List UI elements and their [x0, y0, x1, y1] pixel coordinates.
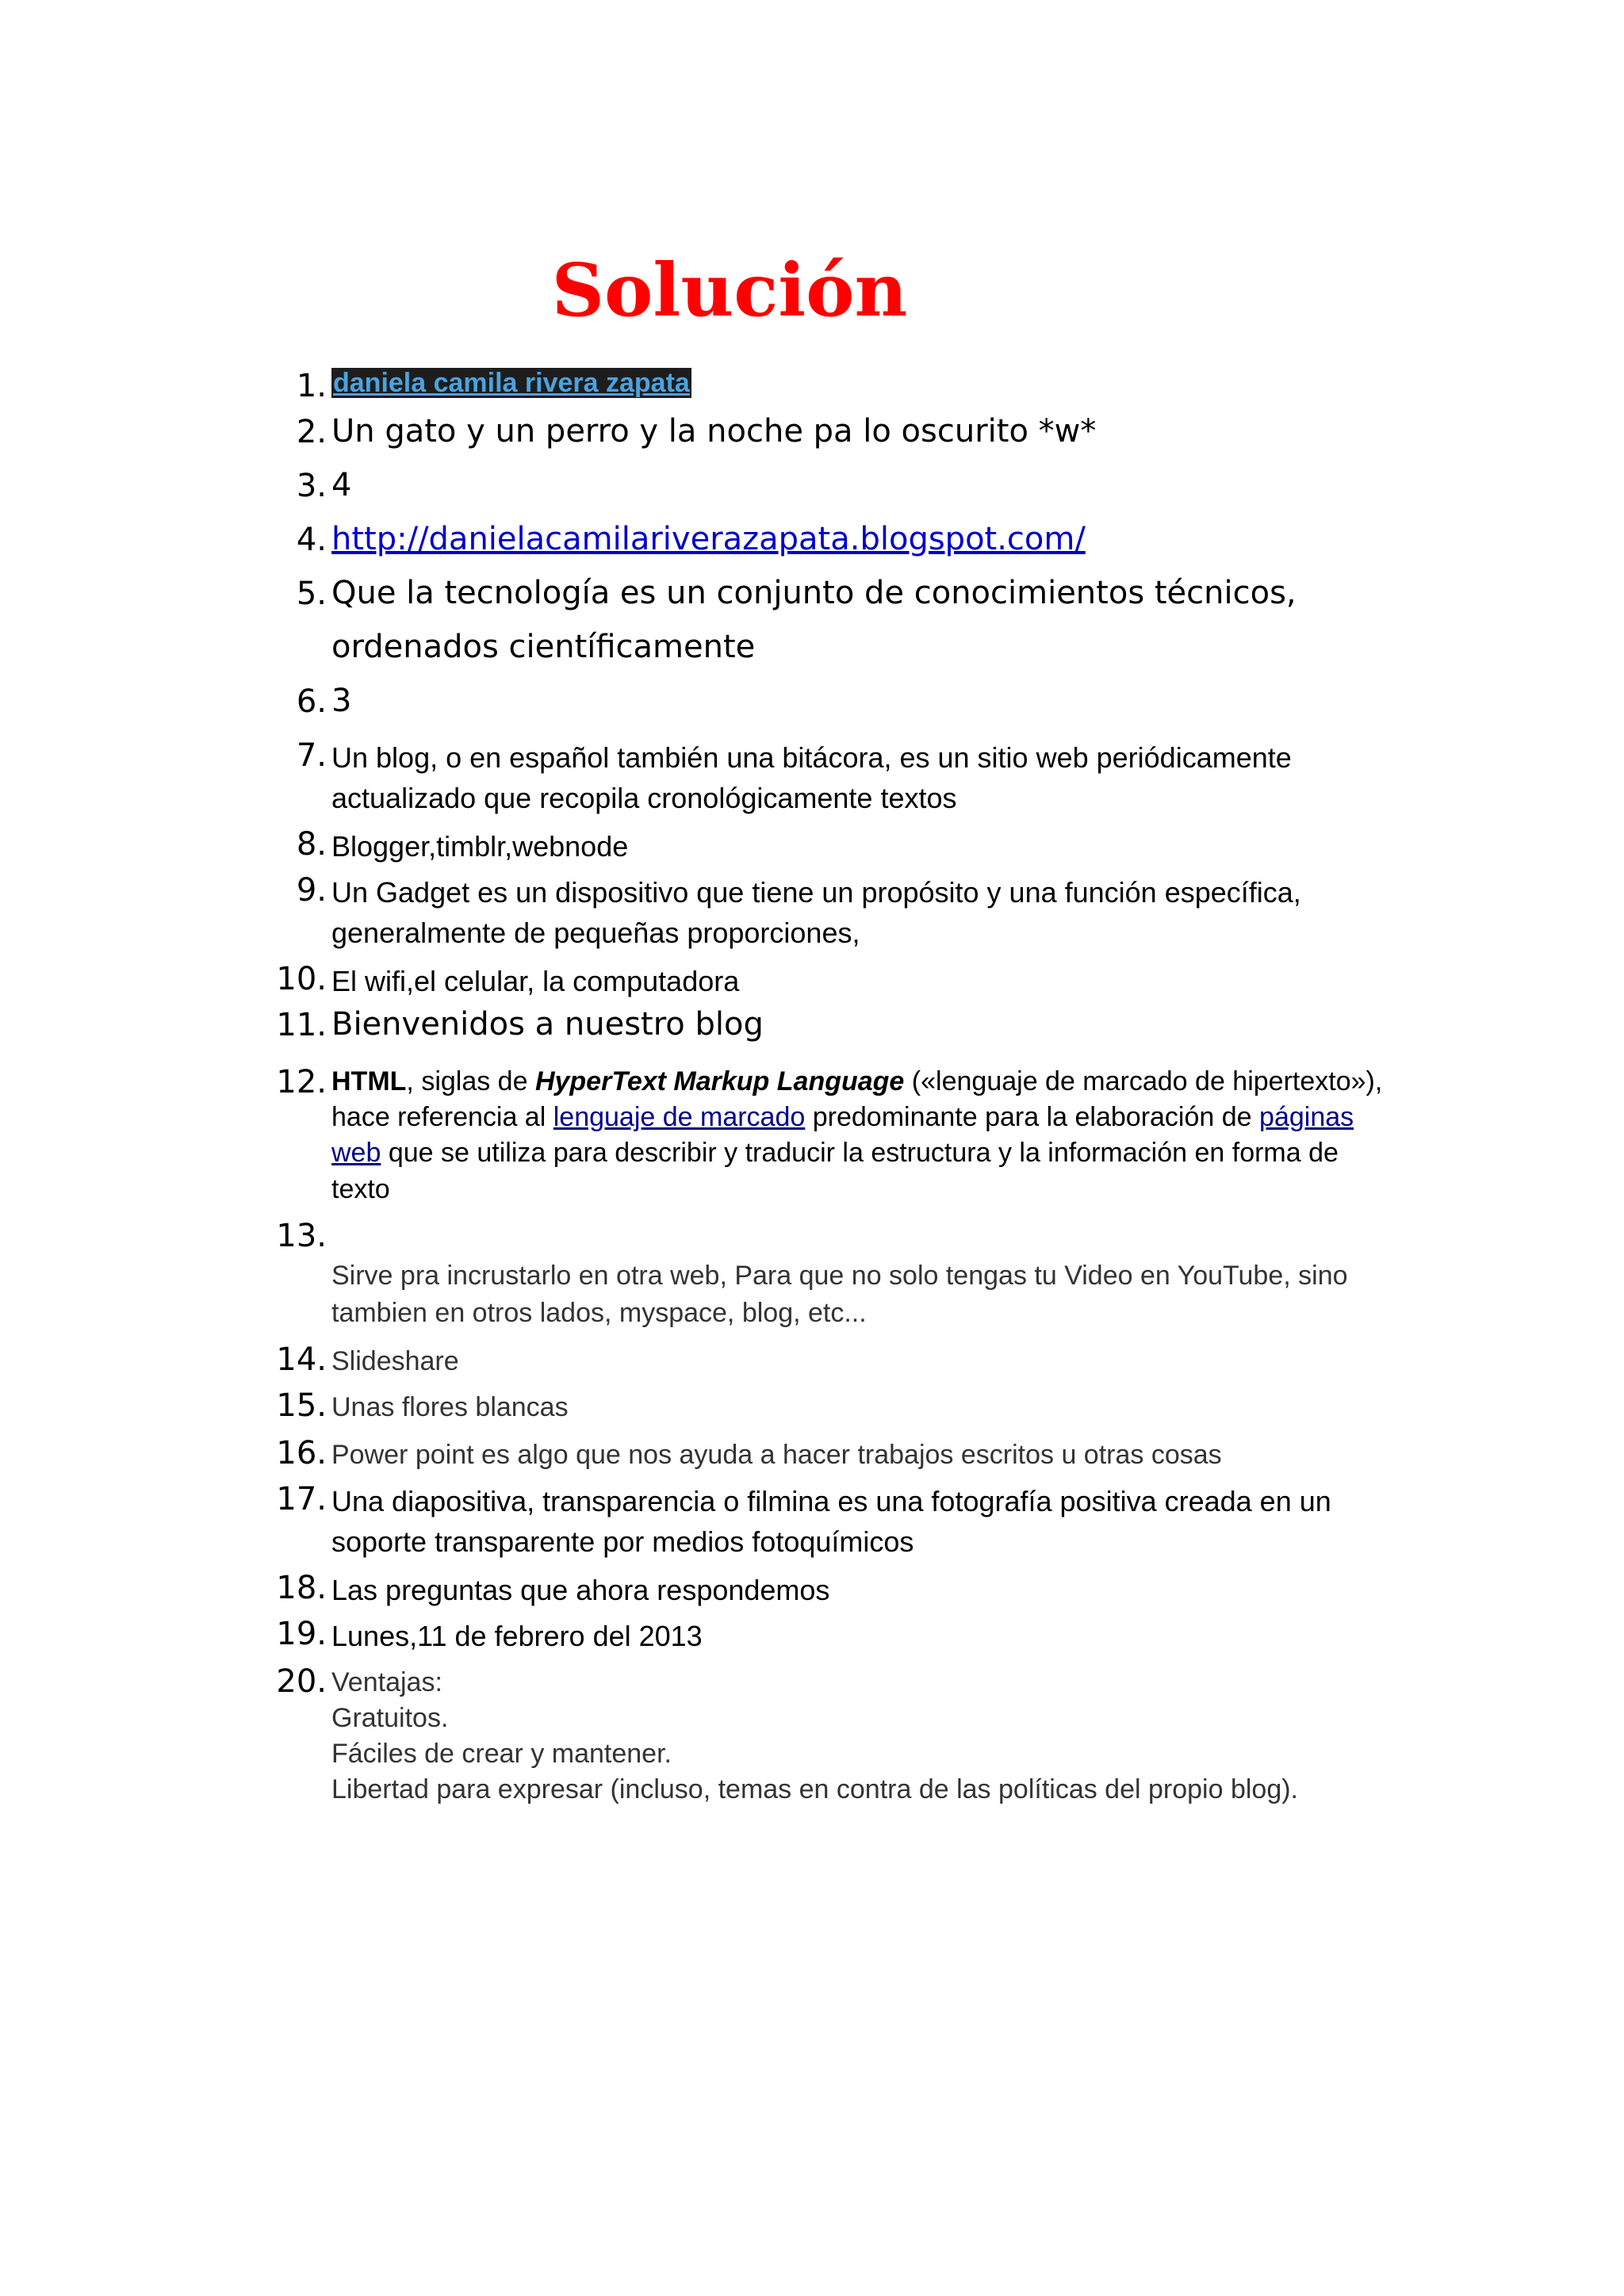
- answer: Un blog, o en español también una bitácora, es un sitio web periódicamente actualizado que recopila cronológicamente textos: [331, 741, 1292, 815]
- item-number: 12.: [276, 1064, 327, 1100]
- item-number: 4.: [296, 522, 327, 558]
- item-number: 10.: [276, 961, 327, 997]
- page-title: Solución: [551, 247, 908, 333]
- item-number: 13.: [276, 1218, 327, 1254]
- item-number: 7.: [296, 737, 327, 774]
- item-number: 3.: [296, 468, 327, 504]
- answer: Que la tecnología es un conjunto de conocimientos técnicos, ordenados científicamente: [331, 575, 1297, 665]
- item-number: 5.: [296, 576, 327, 612]
- answer: Slideshare: [331, 1346, 459, 1376]
- item-number: 16.: [276, 1435, 327, 1471]
- answer: Blogger,timblr,webnode: [331, 830, 629, 863]
- text-segment: («lenguaje de marcado de hipertexto»), hace referencia al: [331, 1066, 1383, 1133]
- blog-url-link[interactable]: http://danielacamilariverazapata.blogspot.com/: [331, 521, 1086, 557]
- text-segment: que se utiliza para describir y traducir la estructura y la información en forma de texto: [331, 1138, 1339, 1204]
- item-number: 19.: [276, 1616, 327, 1652]
- item-number: 17.: [276, 1481, 327, 1517]
- web-pages-link[interactable]: páginas web: [331, 1102, 1354, 1169]
- answer: [331, 1665, 1410, 1808]
- answer: Un gato y un perro y la noche pa lo oscurito *w*: [331, 413, 1097, 450]
- answer: Las preguntas que ahora respondemos: [331, 1574, 830, 1606]
- answer: Power point es algo que nos ayuda a hacer trabajos escritos u otras cosas: [331, 1440, 1222, 1470]
- advantage-line: Gratuitos.: [331, 1702, 449, 1733]
- answer: El wifi,el celular, la computadora: [331, 965, 740, 997]
- hypertext-term: HyperText Markup Language: [534, 1066, 905, 1096]
- item-number: 11.: [276, 1007, 327, 1043]
- advantage-line: Libertad para expresar (incluso, temas en contra de las políticas del propio blog).: [331, 1774, 1299, 1804]
- answer: [331, 1064, 1394, 1207]
- answer: Lunes,11 de febrero del 2013: [331, 1620, 703, 1652]
- markup-language-link[interactable]: lenguaje de marcado: [553, 1102, 806, 1133]
- answer: Una diapositiva, transparencia o filmina es una fotografía positiva creada en un soporte transparente por medios fotoquímicos: [331, 1485, 1331, 1559]
- answer: [331, 512, 1394, 566]
- item-number: 1.: [296, 368, 327, 404]
- text-segment: predominante para la elaboración de: [805, 1102, 1260, 1133]
- answer: Sirve pra incrustarlo en otra web, Para que no solo tengas tu Video en YouTube, sino tambien en otros lados, myspace, blog, etc...: [331, 1261, 1348, 1328]
- answer: [331, 368, 1394, 399]
- answer: Unas flores blancas: [331, 1392, 569, 1422]
- highlighted-name-link[interactable]: daniela camila rivera zapata: [333, 368, 690, 398]
- answer: Un Gadget es un dispositivo que tiene un propósito y una función específica, generalmente de pequeñas proporciones,: [331, 876, 1301, 950]
- answer: 4: [331, 467, 352, 503]
- item-number: 18.: [276, 1570, 327, 1606]
- item-number: 6.: [296, 683, 327, 720]
- text-segment: , siglas de: [406, 1066, 535, 1096]
- item-number: 20.: [276, 1663, 327, 1700]
- item-number: 14.: [276, 1341, 327, 1378]
- item-number: 15.: [276, 1387, 327, 1424]
- answer: Bienvenidos a nuestro blog: [331, 1006, 764, 1043]
- advantages-heading: Ventajas:: [331, 1667, 442, 1697]
- advantage-line: Fáciles de crear y mantener.: [331, 1738, 672, 1769]
- item-number: 9.: [296, 872, 327, 909]
- answer: 3: [331, 683, 352, 719]
- item-number: 8.: [296, 826, 327, 863]
- item-number: 2.: [296, 414, 327, 450]
- html-term: HTML: [331, 1066, 407, 1096]
